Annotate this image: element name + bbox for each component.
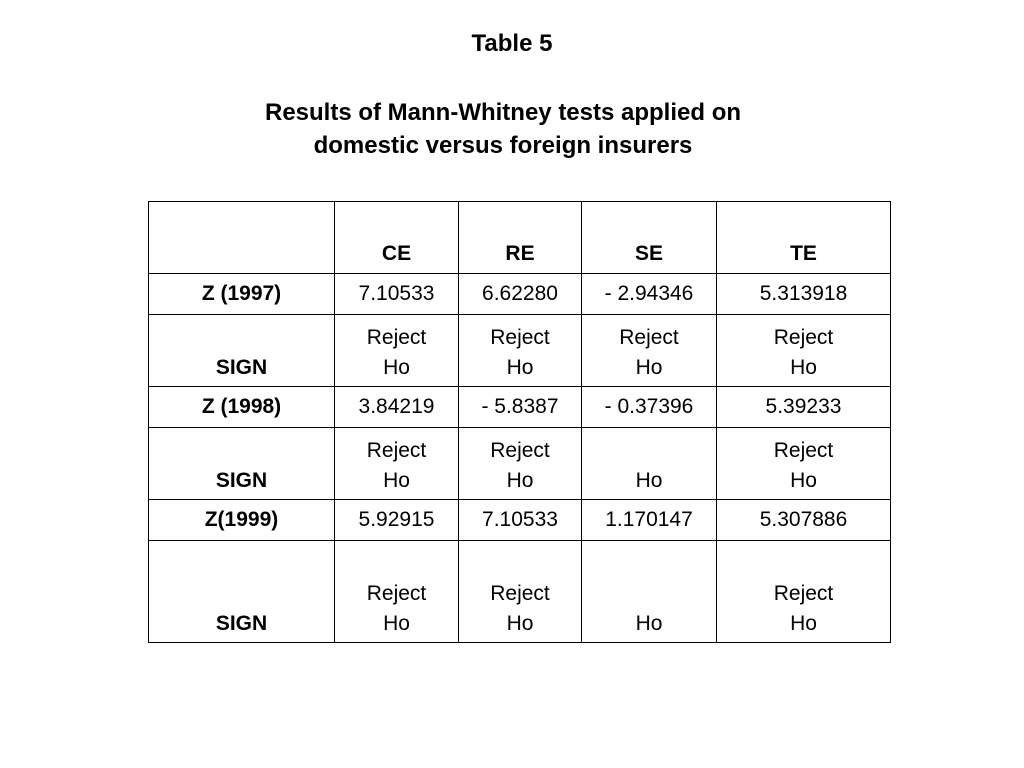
cell-line: Reject: [773, 582, 834, 605]
cell-line: Ho: [635, 356, 663, 379]
cell-line: Ho: [790, 356, 817, 379]
table-caption: [0, 96, 1006, 162]
header-row: [149, 202, 891, 274]
table-cell: [459, 315, 582, 387]
cell-line: Ho: [383, 612, 410, 635]
table-cell: [582, 541, 717, 643]
caption-line-2: domestic versus foreign insurers: [313, 132, 693, 159]
table-cell: [459, 428, 582, 500]
table-row: [149, 274, 891, 315]
table-cell: [335, 315, 459, 387]
cell-line: Ho: [506, 356, 534, 379]
table-cell: 5.92915: [335, 500, 459, 541]
cell-line: Ho: [790, 612, 817, 635]
table-cell: [717, 541, 891, 643]
row-label-z-1999: Z(1999): [149, 500, 335, 541]
cell-line: Ho: [506, 469, 534, 492]
table-cell: [717, 315, 891, 387]
cell-line: Ho: [506, 612, 534, 635]
table-title: Table 5: [471, 30, 553, 57]
results-table: [148, 201, 891, 643]
table-cell: [582, 315, 717, 387]
column-header-ce: CE: [335, 202, 459, 274]
row-label-sign: SIGN: [149, 315, 335, 387]
cell-line: Ho: [635, 469, 663, 492]
cell-line: Ho: [383, 469, 410, 492]
column-header-se: SE: [582, 202, 717, 274]
cell-line: Reject: [619, 326, 679, 349]
column-header-re: RE: [459, 202, 582, 274]
table-cell: 5.39233: [717, 387, 891, 428]
row-label-sign: SIGN: [149, 428, 335, 500]
table-cell: 7.10533: [459, 500, 582, 541]
cell-line: Reject: [773, 326, 834, 349]
cell-line: Ho: [383, 356, 410, 379]
table-cell: 7.10533: [335, 274, 459, 315]
cell-line: Reject: [490, 439, 550, 462]
table-row: [149, 428, 891, 500]
cell-line: Reject: [490, 582, 550, 605]
table-cell: [335, 428, 459, 500]
row-label-z-1998: Z (1998): [149, 387, 335, 428]
cell-line: Reject: [366, 582, 427, 605]
table-cell: [459, 541, 582, 643]
table-cell: 3.84219: [335, 387, 459, 428]
cell-line: Reject: [490, 326, 550, 349]
row-label-sign: SIGN: [149, 541, 335, 643]
table-row: [149, 387, 891, 428]
cell-line: Reject: [366, 439, 427, 462]
table-cell: 6.62280: [459, 274, 582, 315]
cell-line: Reject: [366, 326, 427, 349]
caption-line-1: Results of Mann-Whitney tests applied on: [264, 99, 742, 126]
table-cell: [335, 541, 459, 643]
table-cell: - 5.8387: [459, 387, 582, 428]
cell-line: Ho: [635, 612, 663, 635]
table-cell: - 0.37396: [582, 387, 717, 428]
table-cell: 5.307886: [717, 500, 891, 541]
table-cell: [717, 428, 891, 500]
table-row: [149, 500, 891, 541]
table-cell: 5.313918: [717, 274, 891, 315]
cell-line: Ho: [790, 469, 817, 492]
table-cell: 1.170147: [582, 500, 717, 541]
cell-line: Reject: [773, 439, 834, 462]
table-row: [149, 541, 891, 643]
table-cell: [582, 428, 717, 500]
row-label-z-1997: Z (1997): [149, 274, 335, 315]
column-header-te: TE: [717, 202, 891, 274]
table-row: [149, 315, 891, 387]
corner-cell: [149, 202, 335, 274]
table-cell: - 2.94346: [582, 274, 717, 315]
